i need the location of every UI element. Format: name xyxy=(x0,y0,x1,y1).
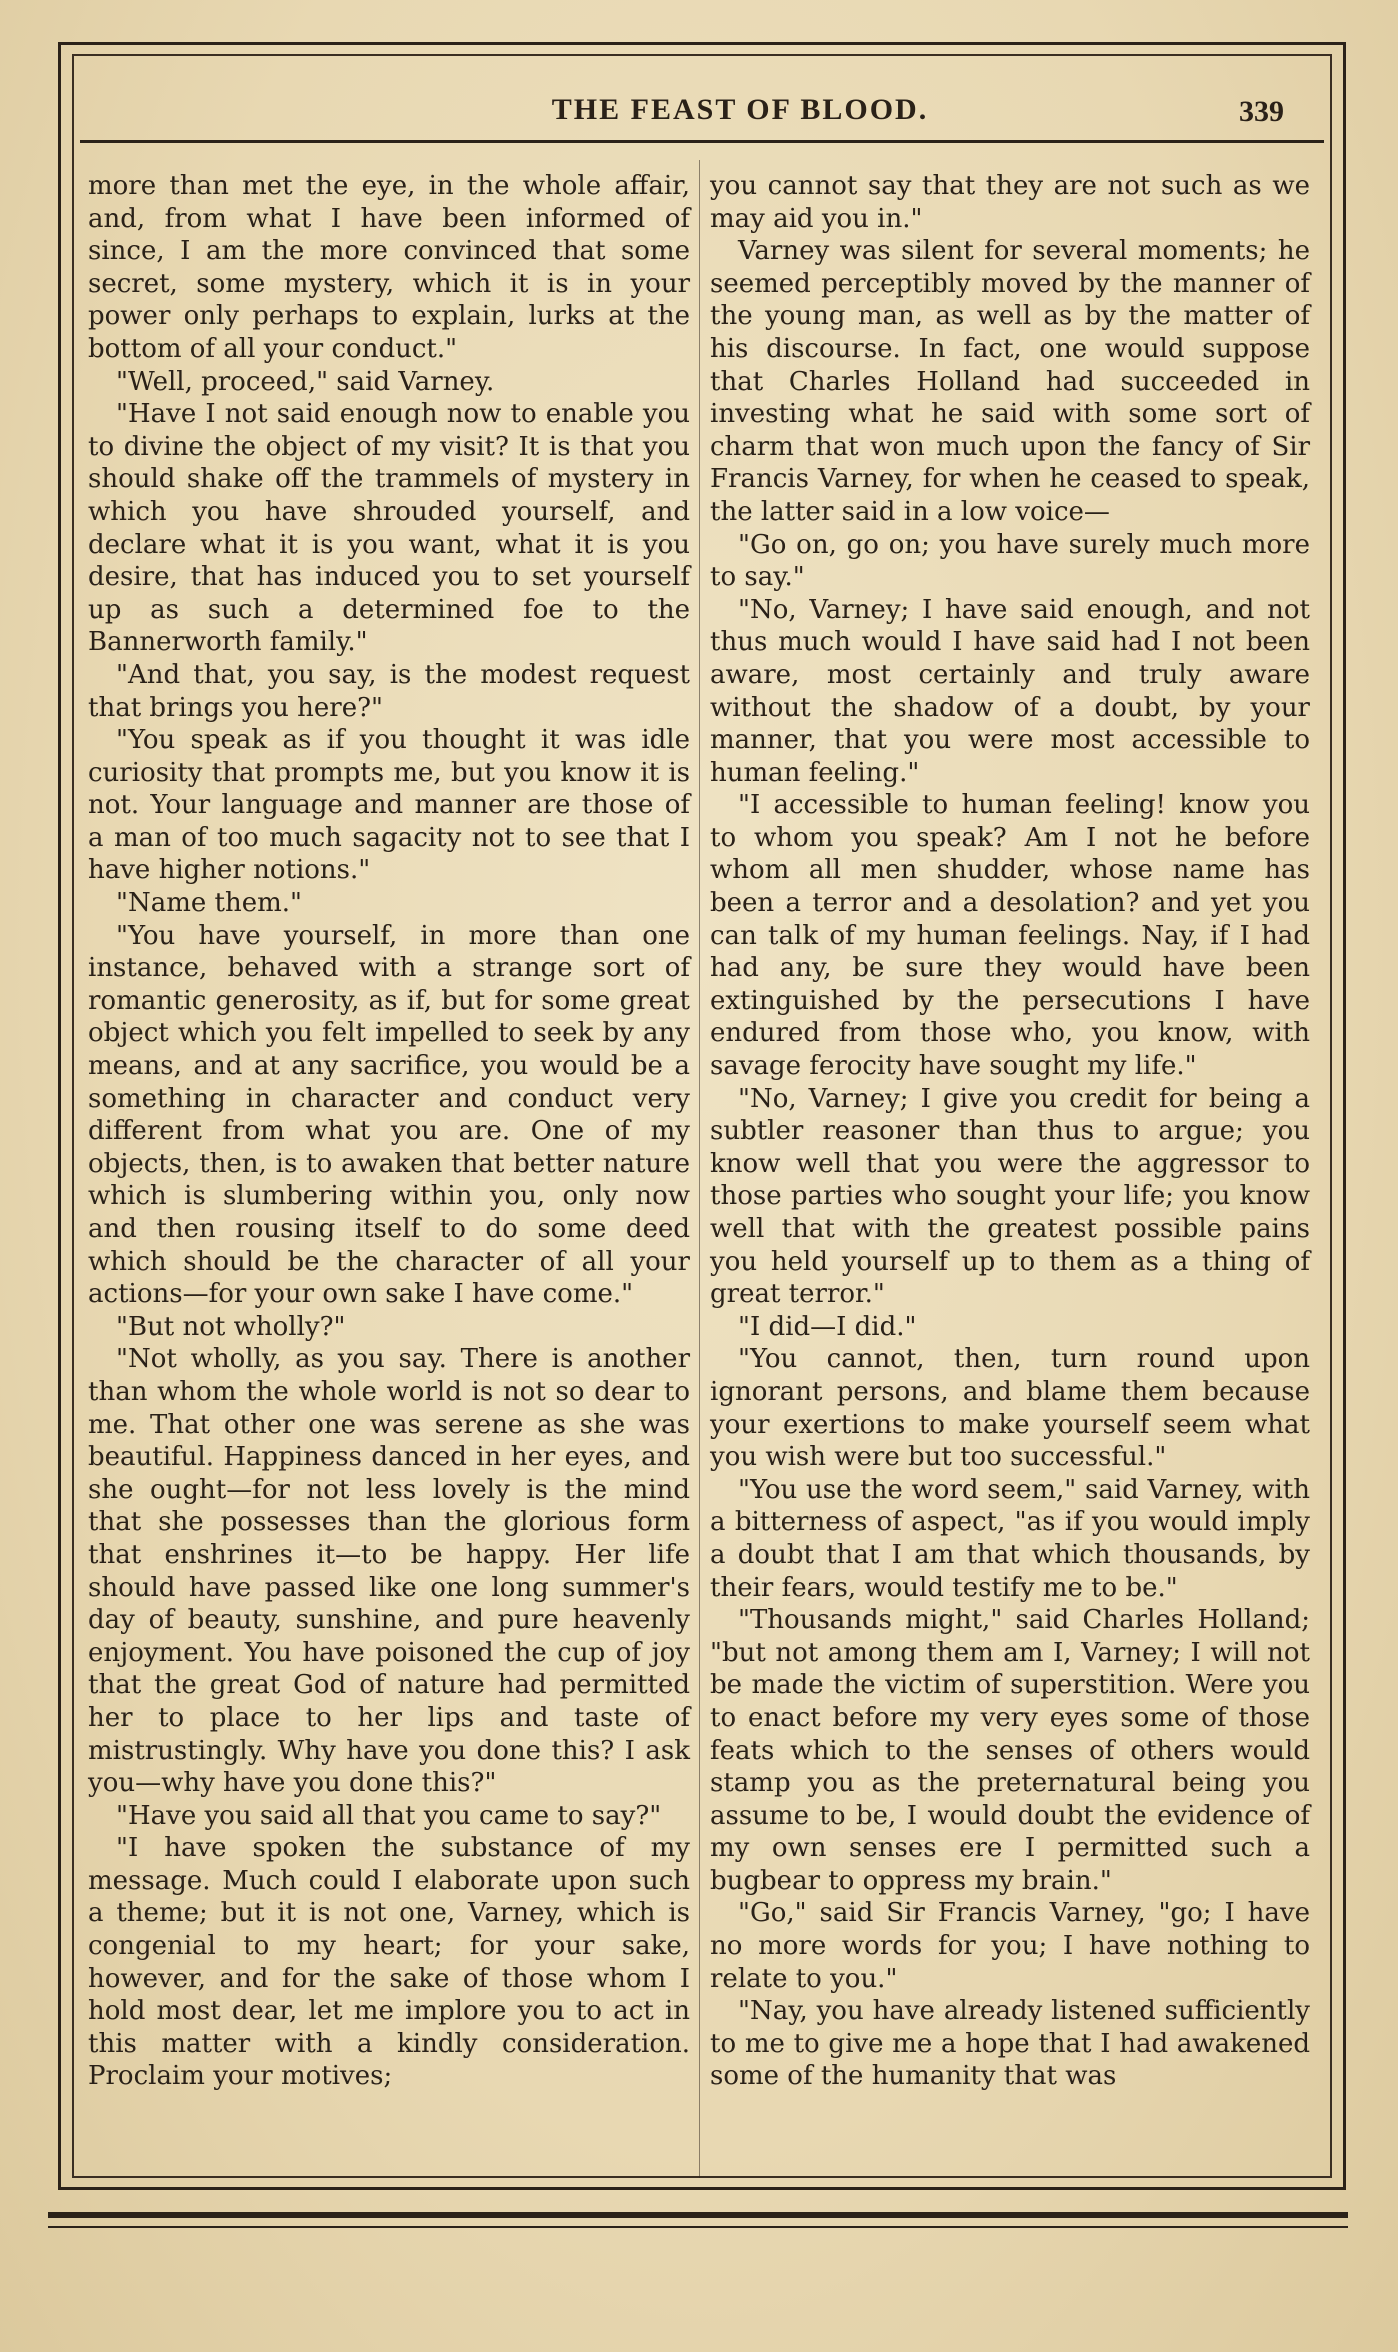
running-head xyxy=(80,90,1324,140)
bottom-rule-thin xyxy=(48,2226,1348,2228)
paragraph: "Go on, go on; you have surely much more to say." xyxy=(710,529,1310,593)
paragraph: "I accessible to human feeling! know you to whom you speak? Am I not he before whom all men shudder, whose name has been a terror and a desolation? and yet you can talk of my human feelings. Nay, if I had had any, be sure they would have been extinguished by the persecutions I have endured from those who, you know, with savage ferocity have sought my life." xyxy=(710,790,1310,1082)
paragraph: "You speak as if you thought it was idle curiosity that prompts me, but you know it is not. Your language and manner are those of a man of too much sagacity not to see that I have higher notions." xyxy=(88,725,690,886)
paragraph: "But not wholly?" xyxy=(116,1311,346,1342)
paragraph: "You use the word seem," said Varney, with a bitterness of aspect, "as if you would imply a doubt that I am that which thousands, by their fears, would testify me to be." xyxy=(710,1474,1310,1603)
paragraph: "And that, you say, is the modest request that brings you here?" xyxy=(88,659,690,723)
paragraph: "No, Varney; I give you credit for being a subtler reasoner than thus to argue; you know well that you were the aggressor to those parties who sought your life; you know well that with the greatest possible pains you held yourself up to them as a thing of great terror." xyxy=(710,1083,1310,1310)
left-column xyxy=(88,170,690,2093)
paragraph: "I have spoken the substance of my message. Much could I elaborate upon such a theme; but it is not one, Varney, which is congenial to my heart; for your sake, however, and for the sake of those whom I hold most dear, let me implore you to act in this matter with a kindly consideration. Proclaim your motives; xyxy=(88,1833,690,2092)
paragraph: "You have yourself, in more than one instance, behaved with a strange sort of romantic generosity, as if, but for some great object which you felt impelled to seek by any means, and at any sacrifice, you would be a something in character and conduct very different from what you are. One of my objects, then, is to awaken that better nature which is slumbering within you, only now and then rousing itself to do some deed which should be the character of all your actions—for your own sake I have come." xyxy=(88,920,690,1310)
paragraph: "Thousands might," said Charles Holland; "but not among them am I, Varney; I will not be made the victim of superstition. Were you to enact before my very eyes some of those feats which to the senses of others would stamp you as the preternatural being you assume to be, I would doubt the evidence of my own senses ere I permitted such a bugbear to oppress my brain." xyxy=(710,1605,1310,1896)
paragraph: Varney was silent for several moments; he seemed perceptibly moved by the manner of the young man, as well as by the matter of his discourse. In fact, one would suppose that Charles Holland had succeeded in investing what he said with some sort of charm that won much upon the fancy of Sir Francis Varney, for when he ceased to speak, the latter said in a low voice— xyxy=(710,236,1310,527)
header-rule xyxy=(80,140,1324,143)
chapter-title: THE FEAST OF BLOOD. xyxy=(551,93,929,126)
column-divider xyxy=(699,160,700,2178)
paragraph: "Have you said all that you came to say?" xyxy=(116,1800,662,1831)
paragraph: you cannot say that they are not such as we may aid you in." xyxy=(710,171,1310,234)
paragraph: "No, Varney; I have said enough, and not thus much would I have said had I not been aware, most certainly and truly aware without the shadow of a doubt, by your manner, that you were most accessible to human feeling." xyxy=(710,594,1310,788)
paragraph: more than met the eye, in the whole affair, and, from what I have been informed of since, I am the more convinced that some secret, some mystery, which it is in your power only perhaps to explain, lurks at the bottom of all your conduct." xyxy=(88,171,690,364)
paragraph: "Go," said Sir Francis Varney, "go; I have no more words for you; I have nothing to relate to you." xyxy=(710,1898,1310,1994)
paragraph: "Well, proceed," said Varney. xyxy=(116,366,495,397)
paragraph: "Name them." xyxy=(116,888,302,919)
paragraph: "Have I not said enough now to enable you to divine the object of my visit? It is that you should shake off the trammels of mystery in which you have shrouded yourself, and declare what it is you want, what it is you desire, that has induced you to set yourself up as such a determined foe to the Bannerworth family." xyxy=(88,399,690,658)
paragraph: "Not wholly, as you say. There is another than whom the whole world is not so dear to me. That other one was serene as she was beautiful. Happiness danced in her eyes, and she ought—for not less lovely is the mind that she possesses than the glorious form that enshrines it—to be happy. Her life should have passed like one long summer's day of beauty, sunshine, and pure heavenly enjoyment. You have poisoned the cup of joy that the great God of nature had permitted her to place to her lips and taste of mistrustingly. Why have you done this? I ask you—why have you done this?" xyxy=(88,1344,690,1799)
paragraph: "You cannot, then, turn round upon ignorant persons, and blame them because your exertions to make yourself seem what you wish were but too successful." xyxy=(710,1344,1310,1473)
paragraph: "I did—I did." xyxy=(738,1311,917,1342)
right-column xyxy=(710,170,1310,2093)
page-number: 339 xyxy=(1239,95,1284,128)
bottom-rule-thick xyxy=(48,2212,1348,2218)
paragraph: "Nay, you have already listened sufficiently to me to give me a hope that I had awakened some of the humanity that was xyxy=(710,1996,1310,2092)
